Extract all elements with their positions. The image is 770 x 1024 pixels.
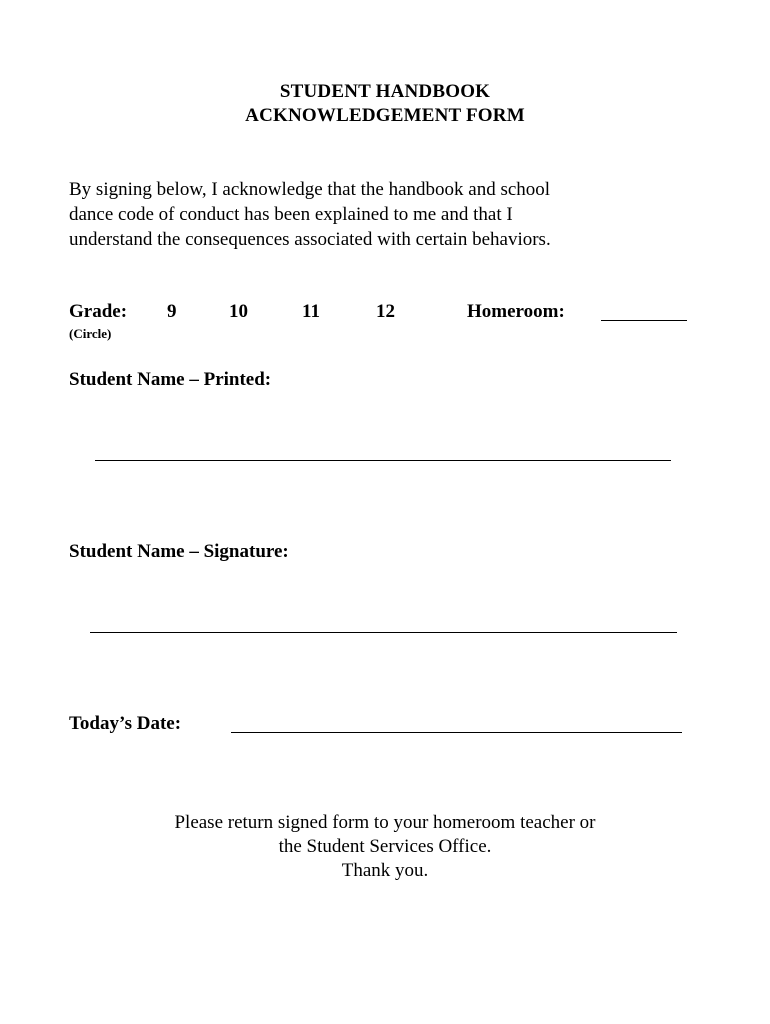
statement-line-3: understand the consequences associated with certain behaviors. [69, 229, 551, 250]
closing-instruction-line-2: the Student Services Office. [278, 836, 492, 857]
student-signature-line[interactable] [90, 632, 677, 633]
student-name-printed-line[interactable] [95, 460, 671, 461]
homeroom-blank-line[interactable] [601, 320, 687, 321]
grade-label: Grade: [69, 301, 128, 322]
homeroom-label: Homeroom: [467, 301, 565, 322]
closing-thank-you: Thank you. [341, 860, 429, 881]
statement-line-2: dance code of conduct has been explained to me and that I [69, 204, 513, 225]
grade-option-10[interactable]: 10 [229, 301, 248, 322]
acknowledgement-statement [69, 177, 709, 252]
student-name-printed-label: Student Name – Printed: [69, 369, 272, 390]
form-title-line1: STUDENT HANDBOOK [279, 81, 491, 102]
grade-option-9[interactable]: 9 [167, 301, 177, 322]
grade-circle-note: (Circle) [69, 326, 112, 341]
statement-line-1: By signing below, I acknowledge that the handbook and school [69, 179, 551, 200]
grade-option-12[interactable]: 12 [376, 301, 395, 322]
grade-option-11[interactable]: 11 [302, 301, 320, 322]
form-title-line2: ACKNOWLEDGEMENT FORM [245, 105, 525, 126]
closing-instruction-line-1: Please return signed form to your homeroom teacher or [174, 812, 596, 833]
todays-date-label: Today’s Date: [69, 713, 182, 734]
student-name-signature-label: Student Name – Signature: [69, 541, 289, 562]
todays-date-line[interactable] [231, 732, 682, 733]
